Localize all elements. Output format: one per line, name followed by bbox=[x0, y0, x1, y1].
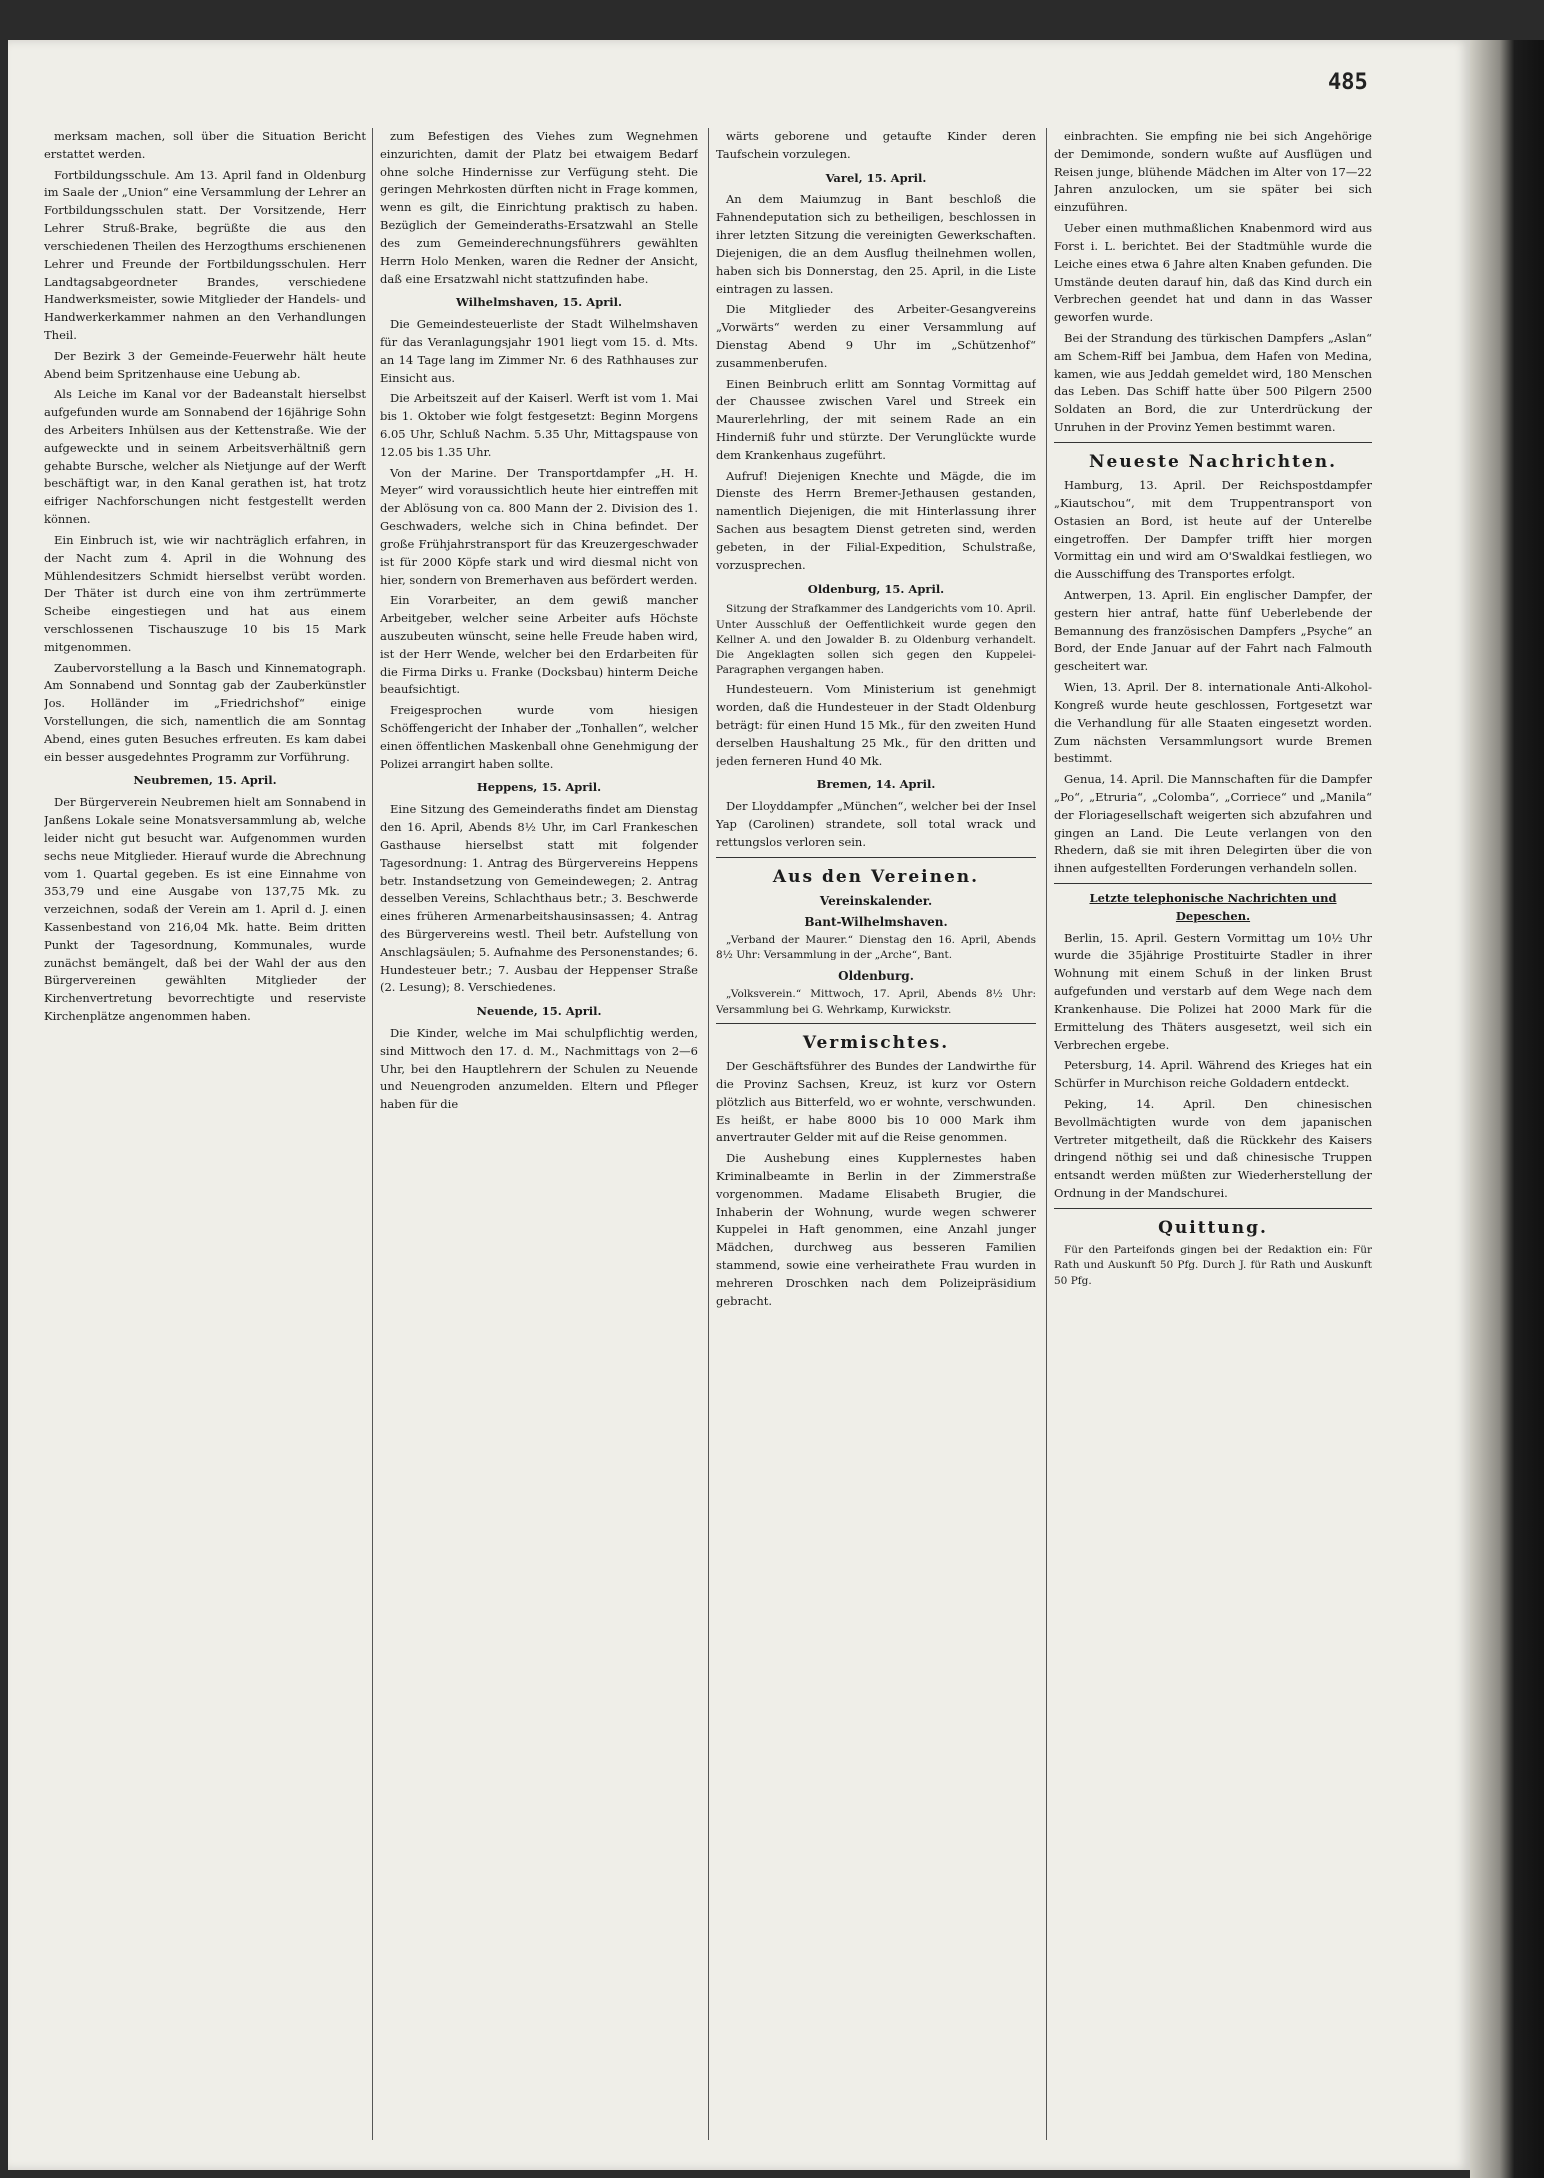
section-divider bbox=[716, 857, 1036, 858]
article-text: Berlin, 15. April. Gestern Vormittag um 10½ Uhr wurde die 35jährige Prostituirte Stadler in ihrer Wohnung mit einem Schuß in der linken Brust aufgefunden und verstarb auf dem Wege nach dem Krankenhause. Die Polizei hat 2000 Mark für die Ermittelung des Thäters ausgesetzt, weil sich ein Verbrechen ergebe. bbox=[1054, 930, 1372, 1052]
article-text: Die Gemeindesteuerliste der Stadt Wilhelmshaven für das Veranlagungsjahr 1901 liegt vom 15. d. Mts. an 14 Tage lang im Zimmer Nr. 6 des Rathhauses zur Einsicht aus. bbox=[380, 317, 698, 385]
article-text: Fortbildungsschule. Am 13. April fand in Oldenburg im Saale der „Union“ eine Versammlung der Lehrer an Fortbildungsschulen statt. Der Vorsitzende, Herr Lehrer Struß-Brake, begrüßte die aus den verschiedenen Theilen des Herzogthums erschienenen Lehrer und Freunde der Fortbildungsschulen. Herr Landtagsabgeordneter Brandes, verschiedene Handwerksmeister, sowie Mitglieder der Handels- und Handwerkerkammer nahmen an den Verhandlungen Theil. bbox=[44, 167, 366, 342]
article-text: Der Geschäftsführer des Bundes der Landwirthe für die Provinz Sachsen, Kreuz, ist kurz vor Ostern plötzlich aus Bitterfeld, wo er wohnte, verschwunden. Es heißt, er habe 8000 bis 10 000 Mark ihm anvertrauter Gelder mit auf die Reise genommen. bbox=[716, 1059, 1036, 1145]
subsection-heading: Bant-Wilhelmshaven. bbox=[804, 914, 948, 929]
article-text: Ein Vorarbeiter, an dem gewiß mancher Arbeitgeber, welcher seine Arbeiter aufs Höchste auszubeuten wünscht, seine helle Freude haben wird, ist der Herr Wende, welcher bei den Erdarbeiten für die Firma Dirks u. Franke (Docksbau) hinterm Deiche beaufsichtigt. bbox=[380, 593, 698, 697]
column-3 bbox=[716, 128, 1036, 2140]
section-heading: Neueste Nachrichten. bbox=[1088, 451, 1338, 472]
article-text: Einen Beinbruch erlitt am Sonntag Vormittag auf der Chaussee zwischen Varel und Streek ein Maurerlehrling, der mit seinem Rade an ein Hinderniß fuhr und stürzte. Der Verunglückte wurde dem Krankenhaus zugeführt. bbox=[716, 376, 1036, 462]
article-text: Sitzung der Strafkammer des Landgerichts vom 10. April. Unter Ausschluß der Oeffentlichkeit wurde gegen den Kellner A. und den Jowalder B. zu Oldenburg verhandelt. Die Angeklagten sollen sich gegen den Kuppelei-Paragraphen vergangen haben. bbox=[716, 603, 1036, 677]
article-text: Hamburg, 13. April. Der Reichspostdampfer „Kiautschou“, mit dem Truppentransport von Ostasien an Bord, ist heute auf der Unterelbe eingetroffen. Der Dampfer trifft hier morgen Vormittag ein und wird am O'Swaldkai festliegen, wo die Ausschiffung des Transportes erfolgt. bbox=[1054, 478, 1372, 582]
article-text: Freigesprochen wurde vom hiesigen Schöffengericht der Inhaber der „Tonhallen“, welcher einen öffentlichen Maskenball ohne Genehmigung der Polizei arrangirt haben sollte. bbox=[380, 703, 698, 771]
column-1 bbox=[44, 128, 366, 2140]
article-text: Die Mitglieder des Arbeiter-Gesangvereins „Vorwärts“ werden zu einer Versammlung auf Dienstag Abend 9 Uhr im „Schützenhof“ zusammenberufen. bbox=[716, 302, 1036, 370]
section-heading: Oldenburg, 15. April. bbox=[807, 581, 945, 596]
article-text: „Volksverein.“ Mittwoch, 17. April, Abends 8½ Uhr: Versammlung bei G. Wehrkamp, Kurwickstr. bbox=[716, 988, 1036, 1016]
article-text: Antwerpen, 13. April. Ein englischer Dampfer, der gestern hier antraf, hatte fünf Ueberlebende der Bemannung des französischen Dampfers „Psyche“ an Bord, der Ende Januar auf der Fahrt nach Falmouth gescheitert war. bbox=[1054, 588, 1372, 674]
section-heading: Vermischtes. bbox=[802, 1032, 950, 1053]
section-heading: Neubremen, 15. April. bbox=[133, 773, 277, 788]
article-text: Eine Sitzung des Gemeinderaths findet am Dienstag den 16. April, Abends 8½ Uhr, im Carl Frankeschen Gasthause hierselbst statt mit folgender Tagesordnung: 1. Antrag des Bürgervereins Heppens betr. Instandsetzung von Gemeindewegen; 2. Antrag desselben Vereins, Schlachthaus betr.; 3. Beschwerde eines früheren Armenarbeitshausinsassen; 4. Antrag des Bürgervereins westl. Theil betr. Aufstellung von Anschlagsäulen; 5. Aufnahme des Personenstandes; 6. Hundesteuer betr.; 7. Ausbau der Heppenser Straße (2. Lesung); 8. Verschiedenes. bbox=[380, 802, 698, 995]
section-divider bbox=[1054, 442, 1372, 443]
column-4 bbox=[1054, 128, 1372, 2140]
article-text: Als Leiche im Kanal vor der Badeanstalt hierselbst aufgefunden wurde am Sonnabend der 16jährige Sohn des Arbeiters Inhülsen aus der Kettenstraße. Wie der aufgeweckte und in seinem Arbeitsverhältniß gern gehabte Bursche, welcher als Nietjunge auf der Werft beschäftigt war, in den Kanal gerathen ist, hat trotz eifriger Nachforschungen nicht festgestellt werden können. bbox=[44, 387, 366, 527]
section-heading: Heppens, 15. April. bbox=[476, 780, 602, 795]
page-number: 485 bbox=[1328, 70, 1368, 95]
section-heading: Letzte telephonische Nachrichten und Depeschen. bbox=[1089, 891, 1337, 923]
subsection-heading: Oldenburg. bbox=[838, 968, 914, 983]
article-text: Zaubervorstellung a la Basch und Kinnematograph. Am Sonnabend und Sonntag gab der Zauberkünstler Jos. Holländer im „Friedrichshof“ einige Vorstellungen, die sich, namentlich die am Sonntag Abend, eines guten Besuches erfreuten. Es kam dabei ein besser ausgedehntes Programm zur Vorführung. bbox=[44, 660, 366, 764]
section-heading: Varel, 15. April. bbox=[825, 170, 927, 185]
article-text: Die Aushebung eines Kupplernestes haben Kriminalbeamte in Berlin in der Zimmerstraße vorgenommen. Madame Elisabeth Brugier, die Inhaberin der Wohnung, wurde wegen schwerer Kuppelei in Haft genommen, eine Anzahl junger Mädchen, durchweg aus besseren Familien stammend, sowie eine verheirathete Frau wurden in mehreren Droschken nach dem Polizeipräsidium gebracht. bbox=[716, 1151, 1036, 1308]
section-heading: Neuende, 15. April. bbox=[476, 1004, 602, 1019]
column-divider bbox=[708, 128, 709, 2140]
article-text: Genua, 14. April. Die Mannschaften für die Dampfer „Po“, „Etruria“, „Colomba“, „Corriece“ und „Manila“ der Floriagesellschaft weigerten sich abzufahren und gingen an Land. Die Leute verlangen von den Rhedern, daß sie mit ihren Delegirten über die von ihnen aufgestellten Forderungen verhandeln sollen. bbox=[1054, 772, 1372, 876]
column-divider bbox=[372, 128, 373, 2140]
article-text: „Verband der Maurer.“ Dienstag den 16. April, Abends 8½ Uhr: Versammlung in der „Arche“, Bant. bbox=[716, 934, 1036, 962]
subsection-heading: Vereinskalender. bbox=[819, 894, 933, 909]
section-divider bbox=[1054, 883, 1372, 884]
section-divider bbox=[1054, 1208, 1372, 1209]
column-2 bbox=[380, 128, 698, 2140]
article-text: Die Kinder, welche im Mai schulpflichtig werden, sind Mittwoch den 17. d. M., Nachmittags von 2—6 Uhr, bei den Hauptlehrern der Schulen zu Neuende und Neuengroden anzumelden. Eltern und Pfleger haben für die bbox=[380, 1026, 698, 1112]
article-text: Der Lloyddampfer „München“, welcher bei der Insel Yap (Carolinen) strandete, soll total wrack und rettungslos verloren sein. bbox=[716, 799, 1036, 849]
article-text: Die Arbeitszeit auf der Kaiserl. Werft ist vom 1. Mai bis 1. Oktober wie folgt festgesetzt: Beginn Morgens 6.05 Uhr, Schluß Nachm. 5.35 Uhr, Mittagspause von 12.05 bis 1.35 Uhr. bbox=[380, 391, 698, 459]
article-text: Für den Parteifonds gingen bei der Redaktion ein: Für Rath und Auskunft 50 Pfg. Durch J. für Rath und Auskunft 50 Pfg. bbox=[1054, 1244, 1372, 1287]
article-text: Bei der Strandung des türkischen Dampfers „Aslan“ am Schem-Riff bei Jambua, dem Hafen von Medina, kamen, wie aus Jeddah gemeldet wird, 180 Menschen das Leben. Das Schiff hatte über 500 Pilgern 2500 Soldaten an Bord, die zur Unterdrückung der Unruhen in der Provinz Yemen bestimmt waren. bbox=[1054, 330, 1372, 434]
article-text: zum Befestigen des Viehes zum Wegnehmen einzurichten, damit der Platz bei etwaigem Bedarf ohne solche Hindernisse zur Verfügung steht. Die geringen Mehrkosten dürften nicht in Frage kommen, wenn es gilt, die Einrichtung praktisch zu haben. Bezüglich der Gemeinderaths-Ersatzwahl an Stelle des zum Gemeinderechnungsführers gewählten Herrn Holo Menken, waren die Redner der Ansicht, daß eine Ersatzwahl nicht stattzufinden habe. bbox=[380, 129, 698, 286]
article-text: wärts geborene und getaufte Kinder deren Taufschein vorzulegen. bbox=[716, 129, 1036, 161]
column-divider bbox=[1046, 128, 1047, 2140]
article-text: Wien, 13. April. Der 8. internationale Anti-Alkohol-Kongreß wurde heute geschlossen, Fortgesetzt war die Verhandlung für alle Staaten eingesetzt worden. Zum nächsten Versammlungsort wurde Bremen bestimmt. bbox=[1054, 680, 1372, 766]
article-text: Peking, 14. April. Den chinesischen Bevollmächtigten wurde von dem japanischen Vertreter mitgetheilt, daß die Rückkehr des Kaisers dringend nöthig sei und daß chinesische Truppen entsandt werden müßten zur Wiederherstellung der Ordnung in der Mandschurei. bbox=[1054, 1096, 1372, 1201]
article-text: Ueber einen muthmaßlichen Knabenmord wird aus Forst i. L. berichtet. Bei der Stadtmühle wurde die Leiche eines etwa 6 Jahre alten Knaben gefunden. Die Umstände deuten darauf hin, daß das Kind durch ein Verbrechen geendet hat und dann in das Wasser geworfen wurde. bbox=[1054, 221, 1372, 325]
section-heading: Wilhelmshaven, 15. April. bbox=[455, 295, 623, 310]
article-text: Ein Einbruch ist, wie wir nachträglich erfahren, in der Nacht zum 4. April in die Wohnung des Mühlendesitzers Schmidt hierselbst verübt worden. Der Thäter ist durch eine von ihm zertrümmerte Scheibe eingestiegen und hat aus einem verschlossenen Tischauszuge 10 bis 15 Mark mitgenommen. bbox=[44, 532, 366, 654]
article-text: einbrachten. Sie empfing nie bei sich Angehörige der Demimonde, sondern wußte auf Ausflügen und Reisen junge, blühende Mädchen im Alter von 17—22 Jahren anzulocken, um sie später bei sich einzuführen. bbox=[1054, 129, 1372, 215]
book-spine bbox=[1470, 40, 1544, 2178]
article-text: An dem Maiumzug in Bant beschloß die Fahnendeputation sich zu betheiligen, beschlossen in ihrer letzten Sitzung die vereinigten Gewerkschaften. Diejenigen, die an dem Ausflug theilnehmen wollen, haben sich bis Donnerstag, den 25. April, in die Liste eintragen zu lassen. bbox=[716, 192, 1036, 296]
section-heading: Bremen, 14. April. bbox=[816, 777, 936, 792]
article-text: Aufruf! Diejenigen Knechte und Mägde, die im Dienste des Herrn Bremer-Jethausen gestanden, namentlich Diejenigen, die mit Hinterlassung ihrer Sachen aus besagtem Dienst getreten sind, werden gebeten, in der Filial-Expedition, Schulstraße, vorzusprechen. bbox=[716, 468, 1036, 572]
article-text: Der Bezirk 3 der Gemeinde-Feuerwehr hält heute Abend beim Spritzenhause eine Uebung ab. bbox=[44, 348, 366, 381]
article-text: Der Bürgerverein Neubremen hielt am Sonnabend in Janßens Lokale seine Monatsversammlung ab, welche leider nicht gut besucht war. Aufgenommen wurden sechs neue Mitglieder. Hierauf wurde die Abrechnung vom 1. Quartal gegeben. Es ist eine Einnahme von 353,79 und eine Ausgabe von 137,75 Mk. zu verzeichnen, sodaß der Verein am 1. April d. J. einen Kassenbestand von 216,04 Mk. hatte. Beim dritten Punkt der Tagesordnung, Kommunales, wurde zunächst bemängelt, daß bei der Wahl der aus den Bürgervereinen gewählten Mitglieder der Kirchenvertretung bevorrechtigte und reserviste Kirchenplätze angenommen haben. bbox=[44, 795, 366, 1023]
section-heading: Quittung. bbox=[1158, 1217, 1268, 1238]
section-heading: Aus den Vereinen. bbox=[772, 866, 980, 887]
newspaper-page bbox=[8, 40, 1470, 2170]
article-text: Petersburg, 14. April. Während des Krieges hat ein Schürfer in Murchison reiche Goldadern entdeckt. bbox=[1054, 1058, 1372, 1091]
article-text: Von der Marine. Der Transportdampfer „H. H. Meyer“ wird voraussichtlich heute hier eintreffen mit der Ablösung von ca. 800 Mann der 2. Division des 1. Geschwaders, welche sich in China befindet. Der große Frühjahrstransport für das Kreuzergeschwader ist für 2000 Köpfe stark und wird diesmal nicht von hier, sondern von Bremerhaven aus befördert werden. bbox=[380, 465, 698, 587]
article-text: Hundesteuern. Vom Ministerium ist genehmigt worden, daß die Hundesteuer in der Stadt Oldenburg beträgt: für einen Hund 15 Mk., für den zweiten Hund derselben Haushaltung 25 Mk., für den dritten und jeden ferneren Hund 40 Mk. bbox=[716, 682, 1036, 768]
article-text: merksam machen, soll über die Situation Bericht erstattet werden. bbox=[44, 129, 366, 161]
section-divider bbox=[716, 1023, 1036, 1024]
